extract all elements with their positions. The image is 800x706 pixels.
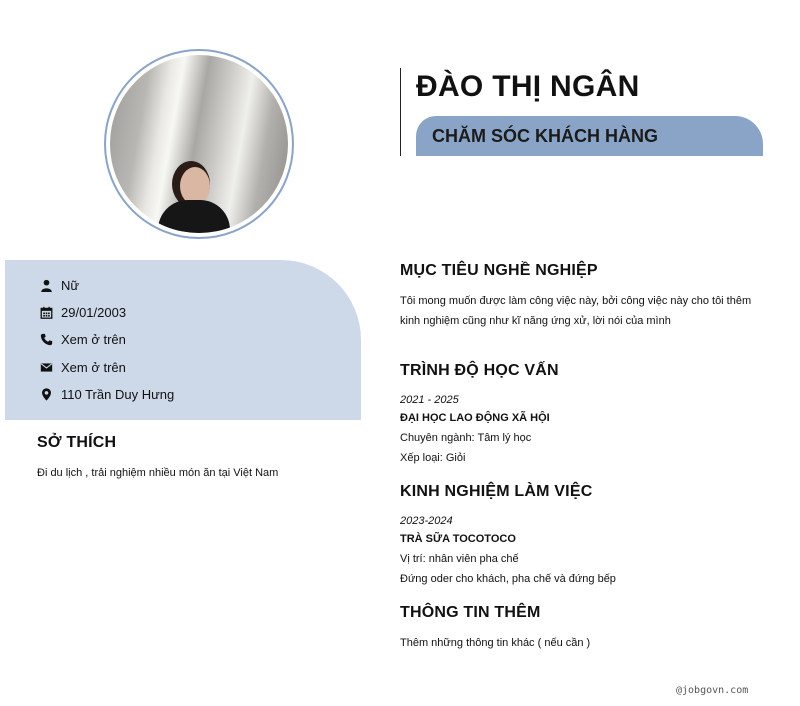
education-grade: Xếp loại: Giỏi xyxy=(400,452,466,464)
watermark: @jobgovn.com xyxy=(676,685,749,696)
name-divider xyxy=(400,68,401,156)
contact-address xyxy=(40,386,174,402)
mail-icon xyxy=(40,361,53,374)
gender-value: Nữ xyxy=(61,277,80,293)
education-major: Chuyên ngành: Tâm lý học xyxy=(400,432,532,444)
extra-info-text: Thêm những thông tin khác ( nếu cần ) xyxy=(400,637,591,649)
contact-birthday xyxy=(40,304,126,320)
objective-line-2: kinh nghiệm cũng như kĩ năng ứng xử, lời nói của mình xyxy=(400,315,671,327)
email-value: Xem ở trên xyxy=(61,359,126,375)
birthday-value: 29/01/2003 xyxy=(61,304,127,320)
candidate-name: ĐÀO THỊ NGÂN xyxy=(416,70,640,103)
experience-title: KINH NGHIỆM LÀM VIỆC xyxy=(400,483,593,500)
phone-value: Xem ở trên xyxy=(61,331,126,347)
person-icon xyxy=(40,279,53,292)
contact-phone xyxy=(40,331,126,347)
experience-duty: Đứng oder cho khách, pha chế và đứng bếp xyxy=(400,573,616,585)
education-period: 2021 - 2025 xyxy=(400,394,459,406)
avatar-person-body xyxy=(158,200,230,233)
location-icon xyxy=(40,388,53,401)
objective-title: MỤC TIÊU NGHỀ NGHIỆP xyxy=(400,262,598,279)
objective-line-1: Tôi mong muốn được làm công việc này, bởi công việc này cho tôi thêm xyxy=(400,295,752,307)
address-value: 110 Trần Duy Hưng xyxy=(61,386,175,402)
education-title: TRÌNH ĐỘ HỌC VẤN xyxy=(400,362,559,379)
contact-email xyxy=(40,359,126,375)
experience-position: Vị trí: nhân viên pha chế xyxy=(400,553,519,565)
job-title: CHĂM SÓC KHÁCH HÀNG xyxy=(432,126,658,146)
hobbies-title: SỞ THÍCH xyxy=(37,434,117,451)
contact-gender xyxy=(40,277,79,293)
experience-company: TRÀ SỮA TOCOTOCO xyxy=(400,533,516,545)
phone-icon xyxy=(40,333,53,346)
education-school: ĐẠI HỌC LAO ĐỘNG XÃ HỘI xyxy=(400,412,550,424)
experience-period: 2023-2024 xyxy=(400,515,453,527)
avatar xyxy=(110,55,288,233)
hobbies-text: Đi du lịch , trải nghiệm nhiều món ăn tại Việt Nam xyxy=(37,467,279,479)
extra-info-title: THÔNG TIN THÊM xyxy=(400,604,541,621)
calendar-icon xyxy=(40,306,53,319)
